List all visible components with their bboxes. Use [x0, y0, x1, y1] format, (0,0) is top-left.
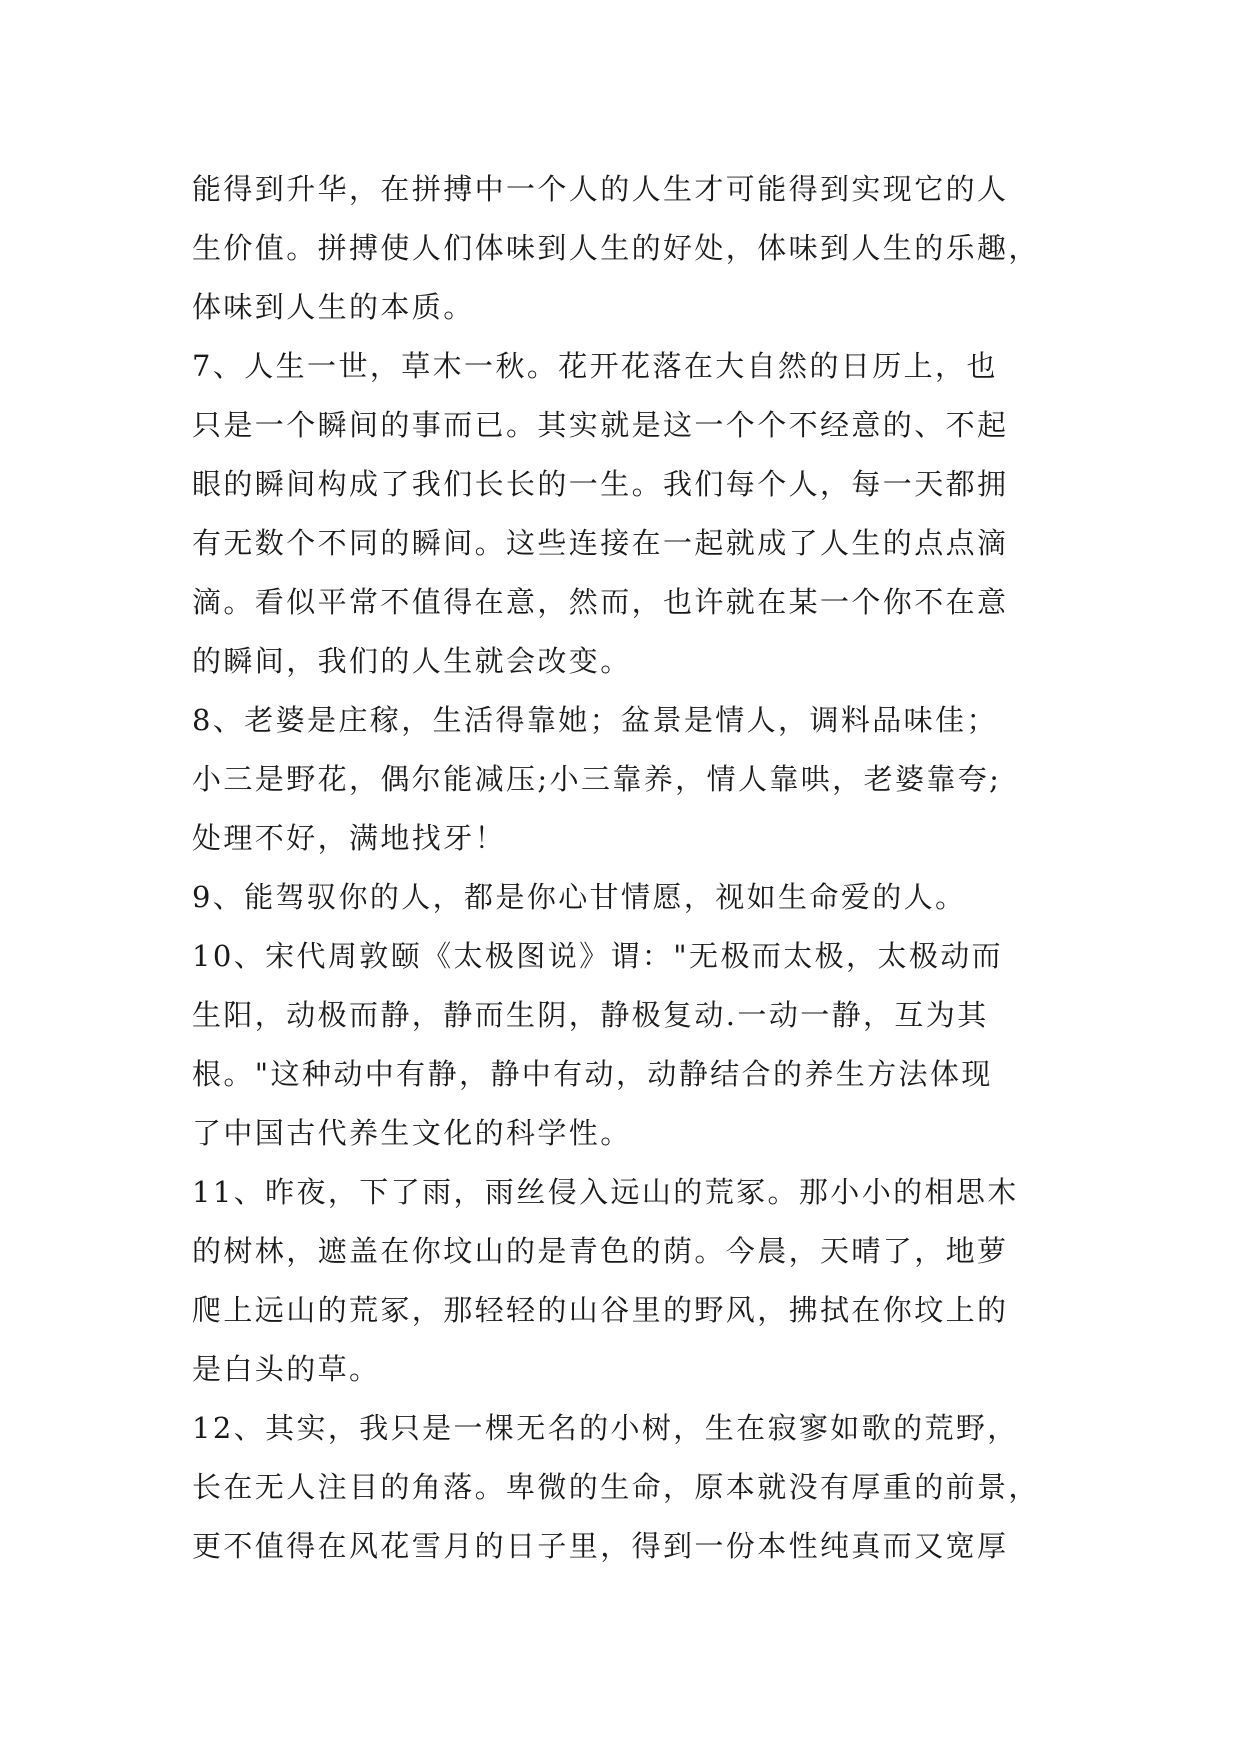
text-line: 有无数个不同的瞬间。这些连接在一起就成了人生的点点滴	[192, 526, 1009, 560]
text-line: 是白头的草。	[192, 1352, 381, 1386]
text-line: 更不值得在风花雪月的日子里，得到一份本性纯真而又宽厚	[192, 1529, 1009, 1563]
text-line: 的树林，遮盖在你坟山的是青色的荫。今晨，天晴了，地萝	[192, 1234, 1009, 1268]
text-line: 8、老婆是庄稼，生活得靠她；盆景是情人，调料品味佳；	[192, 703, 998, 737]
text-line: 爬上远山的荒冢，那轻轻的山谷里的野风，拂拭在你坟上的	[192, 1293, 1009, 1327]
text-line: 了中国古代养生文化的科学性。	[192, 1116, 632, 1150]
text-line: 生阳，动极而静，静而生阴，静极复动.一动一静，互为其	[192, 998, 989, 1032]
text-line: 眼的瞬间构成了我们长长的一生。我们每个人，每一天都拥	[192, 467, 1009, 501]
text-line: 处理不好，满地找牙！	[192, 821, 507, 855]
body-text	[192, 160, 1058, 1576]
text-line: 小三是野花，偶尔能减压;小三靠养，情人靠哄，老婆靠夸;	[192, 762, 1002, 796]
text-line: 生价值。拼搏使人们体味到人生的好处，体味到人生的乐趣，	[192, 231, 1040, 265]
text-line: 能得到升华，在拼搏中一个人的人生才可能得到实现它的人	[192, 172, 1009, 206]
text-line: 10、宋代周敦颐《太极图说》谓："无极而太极，太极动而	[192, 939, 1004, 973]
text-line: 9、能驾驭你的人，都是你心甘情愿，视如生命爱的人。	[192, 880, 967, 914]
text-line: 滴。看似平常不值得在意，然而，也许就在某一个你不在意	[192, 585, 1009, 619]
text-line: 11、昨夜，下了雨，雨丝侵入远山的荒冢。那小小的相思木	[192, 1175, 1019, 1209]
text-line: 根。"这种动中有静，静中有动，动静结合的养生方法体现	[192, 1057, 993, 1091]
text-line: 的瞬间，我们的人生就会改变。	[192, 644, 632, 678]
text-line: 只是一个瞬间的事而已。其实就是这一个个不经意的、不起	[192, 408, 1009, 442]
text-line: 长在无人注目的角落。卑微的生命，原本就没有厚重的前景，	[192, 1470, 1040, 1504]
text-line: 体味到人生的本质。	[192, 290, 475, 324]
text-line: 7、人生一世，草木一秋。花开花落在大自然的日历上，也	[192, 349, 998, 383]
text-line: 12、其实，我只是一棵无名的小树，生在寂寥如歌的荒野，	[192, 1411, 1019, 1445]
